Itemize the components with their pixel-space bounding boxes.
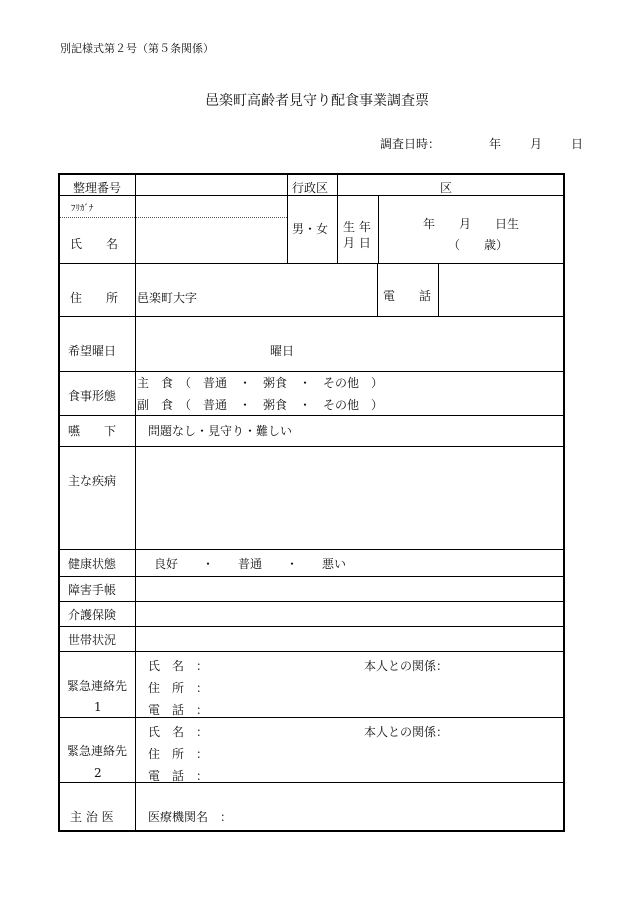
kenko-options: 良好 ・ 普通 ・ 悪い: [154, 557, 347, 571]
jusho-value: 邑楽町大字: [137, 291, 198, 305]
col-divider: [378, 195, 379, 263]
seiri-bango-label: 整理番号: [73, 181, 122, 195]
ec1-address-label: 住 所 ：: [148, 681, 209, 695]
survey-form-table: [58, 173, 565, 832]
ec2-phone-label: 電 話 ：: [148, 769, 209, 783]
survey-day: 日: [571, 137, 584, 151]
shushoku-options: 主 食 （ 普通 ・ 粥食 ・ その他 ）: [137, 376, 384, 390]
form-title: 邑楽町高齢者見守り配食事業調査票: [205, 93, 429, 109]
ec2-relation-label: 本人との関係：: [364, 725, 449, 739]
shujii-label: 主 治 医: [70, 810, 114, 824]
fukushoku-options: 副 食 （ 普通 ・ 粥食 ・ その他 ）: [137, 398, 384, 412]
seinengappi-label-1: 生 年: [343, 220, 371, 234]
seinengappi-label-2: 月 日: [343, 236, 371, 250]
form-reference: 別記様式第２号（第５条関係）: [60, 42, 214, 55]
birth-date-field: 年 月 日生: [423, 217, 520, 231]
setai-label: 世帯状況: [68, 633, 117, 647]
jusho-label: 住 所: [70, 291, 119, 305]
col-divider: [438, 263, 439, 316]
shimei-label: 氏 名: [70, 237, 119, 251]
ec1-name-label: 氏 名 ：: [148, 659, 209, 673]
ec1-phone-label: 電 話 ：: [148, 703, 209, 717]
kenko-label: 健康状態: [68, 557, 117, 571]
emergency-2-number: 2: [94, 766, 102, 780]
gyoseiku-label: 行政区: [292, 181, 329, 195]
ec1-relation-label: 本人との関係：: [364, 659, 449, 673]
survey-date-label: 調査日時：: [380, 137, 441, 151]
youbi-field: 曜日: [270, 344, 295, 358]
shippei-label: 主な疾病: [68, 474, 117, 488]
col-divider: [337, 175, 338, 263]
age-field: （ 歳）: [448, 238, 509, 252]
denwa-label: 電 話: [383, 289, 432, 303]
shogai-label: 障害手帳: [68, 583, 117, 597]
sex-options: 男・女: [292, 222, 329, 236]
col-divider: [377, 263, 378, 316]
iryokikan-label: 医療機関名 ：: [148, 810, 233, 824]
ec2-name-label: 氏 名 ：: [148, 725, 209, 739]
kaigo-label: 介護保険: [68, 608, 117, 622]
furigana-label: ﾌﾘｶﾞﾅ: [71, 204, 94, 214]
furigana-divider: [60, 217, 287, 218]
ec2-address-label: 住 所 ：: [148, 747, 209, 761]
emergency-1-number: 1: [94, 700, 102, 714]
col-divider: [287, 175, 288, 263]
shokuji-keitai-label: 食事形態: [68, 389, 117, 403]
emergency-2-label: 緊急連絡先: [67, 744, 128, 758]
enge-options: 問題なし・見守り・難しい: [148, 424, 293, 438]
survey-month: 月: [530, 137, 543, 151]
label-column-divider: [135, 175, 136, 830]
kibo-youbi-label: 希望曜日: [68, 344, 117, 358]
survey-year: 年: [489, 137, 502, 151]
ku-label: 区: [440, 181, 453, 195]
emergency-1-label: 緊急連絡先: [67, 679, 128, 693]
enge-label: 嚥 下: [68, 424, 117, 438]
